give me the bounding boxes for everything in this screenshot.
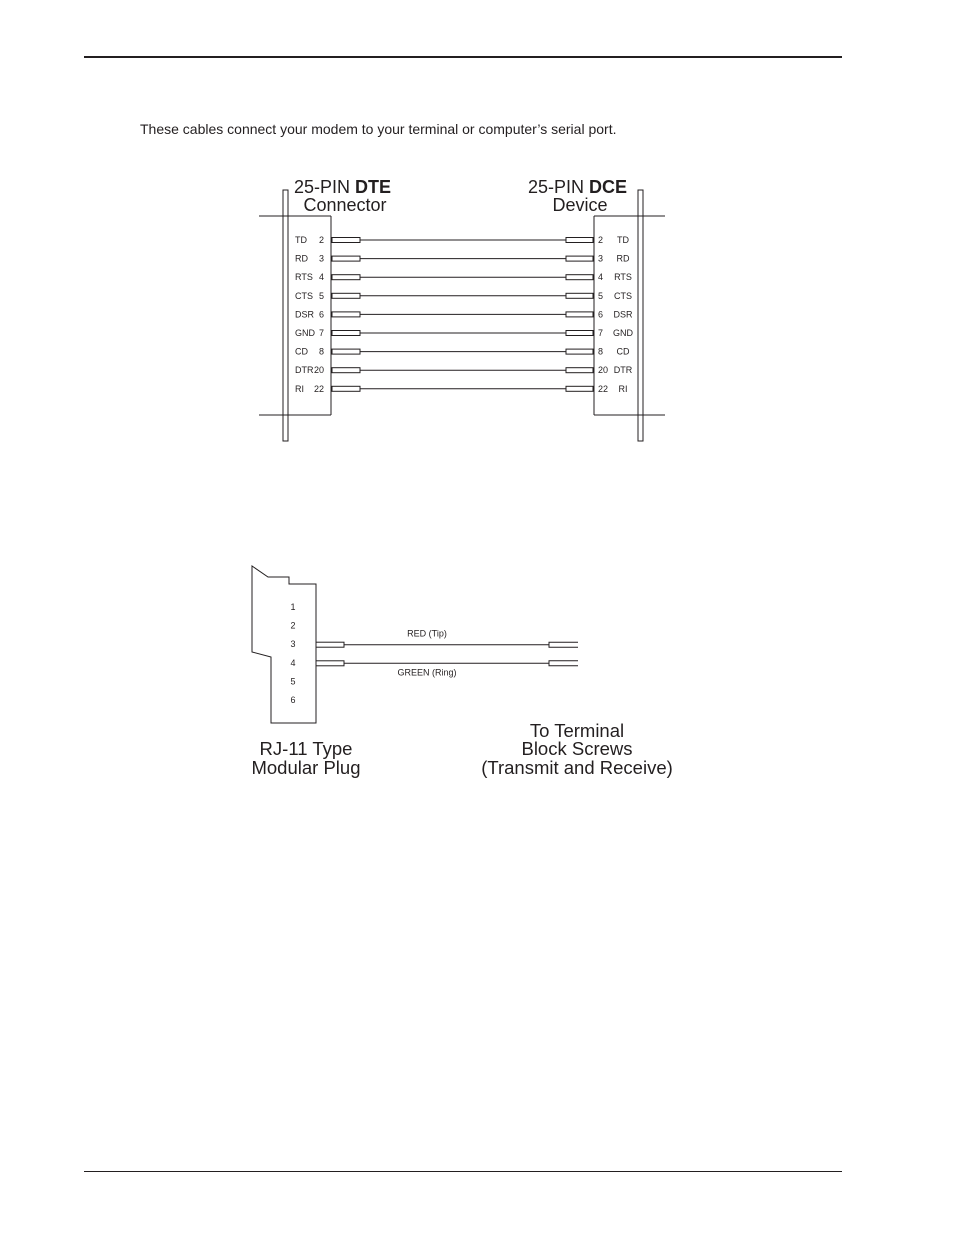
dce-pin-number: 8 [598, 346, 604, 357]
rj11-wiring [316, 629, 578, 678]
dte-pin-contact [332, 349, 360, 354]
rj11-caption-line2: Modular Plug [251, 757, 361, 778]
rj11-pin-number: 3 [290, 639, 296, 650]
rj11-wire-end [549, 642, 578, 647]
dte-pin-name: DTR [295, 365, 314, 376]
dce-pin-name: RTS [614, 272, 632, 283]
dce-pin-contact [566, 368, 593, 373]
dce-pin-number: 2 [598, 235, 604, 245]
dte-pin-number: 22 [313, 383, 324, 394]
dte-pin-number: 3 [318, 253, 324, 264]
dce-pin-number: 4 [598, 272, 604, 283]
dce-header: 25-PIN DCE [528, 177, 628, 197]
rj11-pin-number: 1 [290, 602, 296, 612]
dce-pin-name: CTS [614, 290, 632, 301]
dte-flange [283, 190, 288, 441]
dce-header-subtitle: Device [552, 195, 608, 215]
rj11-caption-line1: RJ-11 Type [259, 738, 353, 759]
dce-pin-contact [566, 331, 593, 336]
dte-pin-number: 4 [318, 272, 324, 283]
dce-pin-name: CD [616, 346, 630, 357]
rj11-pin-number: 5 [290, 676, 296, 687]
dte-pin-contact [332, 238, 360, 243]
dte-pin-name: DSR [295, 309, 315, 320]
dte-pin-contact [332, 275, 360, 280]
intro-text: These cables connect your modem to your terminal or computer’s serial port. [140, 121, 617, 137]
dte-pin-contact [332, 312, 360, 317]
dte-pin-name: GND [295, 328, 315, 338]
dte-pin-contact [332, 386, 360, 391]
dte-header-subtitle: Connector [303, 195, 387, 215]
dce-pin-contact [566, 256, 593, 261]
dce-pin-number: 6 [598, 309, 604, 320]
terminal-caption-line3: (Transmit and Receive) [481, 757, 673, 778]
dce-pin-name: RI [618, 383, 628, 394]
dte-pin-name: CTS [295, 290, 313, 301]
terminal-caption-line1: To Terminal [529, 720, 625, 741]
rj11-pin-number: 2 [290, 620, 296, 631]
dte-pin-name: RD [295, 253, 308, 264]
dce-pin-contact [566, 386, 593, 391]
dce-pin-number: 5 [598, 290, 604, 301]
dce-pin-name: DSR [613, 309, 633, 320]
dce-pin-contact [566, 275, 593, 280]
dce-pin-contact [566, 349, 593, 354]
rj11-wire-label: RED (Tip) [407, 628, 447, 639]
dte-pin-number: 6 [318, 309, 324, 320]
dte-pin-name: CD [295, 346, 308, 357]
rj11-wire-contact [316, 661, 344, 666]
dte-pin-name: RTS [295, 272, 313, 283]
dce-pin-number: 22 [598, 383, 609, 394]
rj11-wire-end [549, 661, 578, 666]
dte-pin-number: 8 [318, 346, 324, 357]
dte-pin-number: 7 [318, 328, 324, 338]
dce-pin-name: GND [613, 328, 633, 338]
dte-pin-number: 5 [318, 290, 324, 301]
dte-pin-contact [332, 256, 360, 261]
dte-pin-contact [332, 368, 360, 373]
rj11-wire-label: GREEN (Ring) [397, 667, 457, 678]
dce-pin-contact [566, 293, 593, 298]
rj11-pin-number: 6 [290, 695, 296, 705]
dte-pin-name: RI [295, 383, 304, 394]
dce-pin-number: 20 [598, 365, 609, 376]
db25-wiring [295, 235, 634, 394]
rj11-wire-contact [316, 642, 344, 647]
terminal-caption-line2: Block Screws [521, 738, 633, 759]
dte-pin-contact [332, 293, 360, 298]
dte-pin-number: 2 [318, 235, 324, 245]
bottom-rule [84, 1171, 842, 1172]
dce-flange [638, 190, 643, 441]
dce-pin-name: DTR [613, 365, 633, 376]
dce-pin-contact [566, 238, 593, 243]
dce-pin-name: TD [617, 235, 629, 245]
dte-pin-number: 20 [313, 365, 324, 376]
dce-pin-number: 7 [598, 328, 604, 338]
rj11-pin-number: 4 [290, 657, 296, 668]
dte-header: 25-PIN DTE [294, 177, 392, 197]
rj11-pin-labels [290, 602, 295, 705]
dte-pin-contact [332, 331, 360, 336]
dte-pin-name: TD [295, 235, 307, 245]
rj11-plug-outline [252, 566, 316, 723]
dce-pin-name: RD [616, 253, 630, 264]
dce-pin-number: 3 [598, 253, 604, 264]
dce-pin-contact [566, 312, 593, 317]
